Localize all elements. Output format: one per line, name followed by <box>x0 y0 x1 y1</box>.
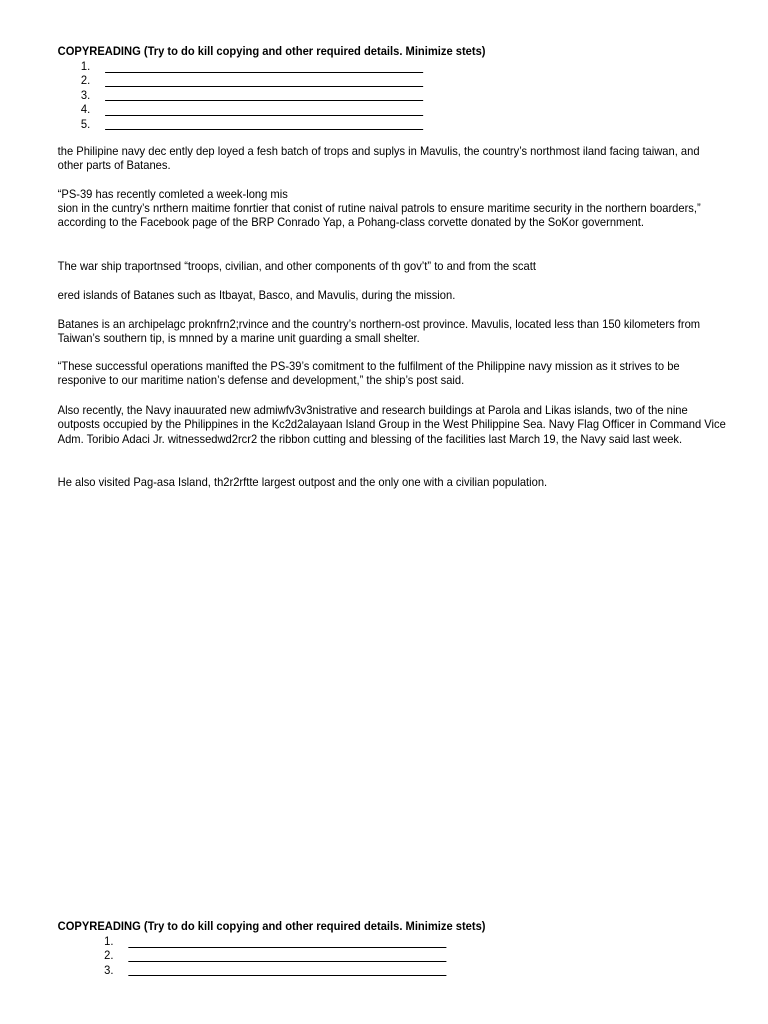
answer-line[interactable] <box>105 102 423 116</box>
body-paragraph: “PS-39 has recently comleted a week-long mis <box>57 187 288 201</box>
item-number: 3. <box>80 87 91 102</box>
item-number: 2. <box>104 948 114 963</box>
item-number: 4. <box>80 102 91 117</box>
body-paragraph: the Philipine navy dec ently dep loyed a fesh batch of trops and suplys in Mavulis, the country’s northmost iland facing taiwan, and other parts of Batanes. <box>57 144 700 173</box>
item-number: 1. <box>104 934 114 948</box>
body-paragraph: “These successful operations manifted the PS-39’s comitment to the fulfilment of the Philippine navy mission as it strives to be responive to our maritime nation’s defense and development,” the ship’s post said. <box>57 359 680 388</box>
body-paragraph: He also visited Pag-asa Island, th2r2rftte largest outpost and the only one with a civilian population. <box>57 475 548 489</box>
answer-line[interactable] <box>105 117 423 131</box>
section-heading: COPYREADING (Try to do kill copying and other required details. Minimize stets) <box>57 919 486 933</box>
answer-line[interactable] <box>128 963 446 977</box>
body-paragraph: Batanes is an archipelagc proknfrn2;rvince and the country’s northern-ost province. Mavulis, located less than 150 kilometers from Taiwan’s southern tip, is mnned by a marine unit guarding a small shelter. <box>57 317 701 346</box>
body-paragraph: sion in the cuntry’s nrthern maitime fonrtier that conist of rutine naival patrols to ensure maritime security in the northern boarders,” according to the Facebook page of the BRP Conrado Yap, a Pohang-class corvette donated by the SoKor government. <box>57 201 701 230</box>
item-number: 1. <box>80 59 91 73</box>
answer-line[interactable] <box>105 59 423 73</box>
item-number: 5. <box>80 116 91 131</box>
section-heading: COPYREADING (Try to do kill copying and other required details. Minimize stets) <box>57 44 486 58</box>
item-number: 2. <box>80 73 91 88</box>
item-number: 3. <box>104 962 114 977</box>
answer-line[interactable] <box>128 934 446 948</box>
body-paragraph: ered islands of Batanes such as Itbayat, Basco, and Mavulis, during the mission. <box>57 288 456 302</box>
answer-line[interactable] <box>128 948 446 962</box>
body-paragraph: Also recently, the Navy inauurated new admiwfv3v3nistrative and research buildings at Parola and Likas islands, two of the nine outposts occupied by the Philippines in the Kc2d2alayaan Island Group in the West Philippine Sea. Navy Flag Officer in Command Vice Adm. Toribio Adaci Jr. witnessedwd2rcr2 the ribbon cutting and blessing of the facilities last March 19, the Navy said last week. <box>57 403 726 446</box>
answer-line[interactable] <box>105 73 423 87</box>
answer-line[interactable] <box>105 88 423 102</box>
body-paragraph: The war ship traportnsed “troops, civilian, and other components of th gov’t” to and from the scatt <box>57 259 536 273</box>
